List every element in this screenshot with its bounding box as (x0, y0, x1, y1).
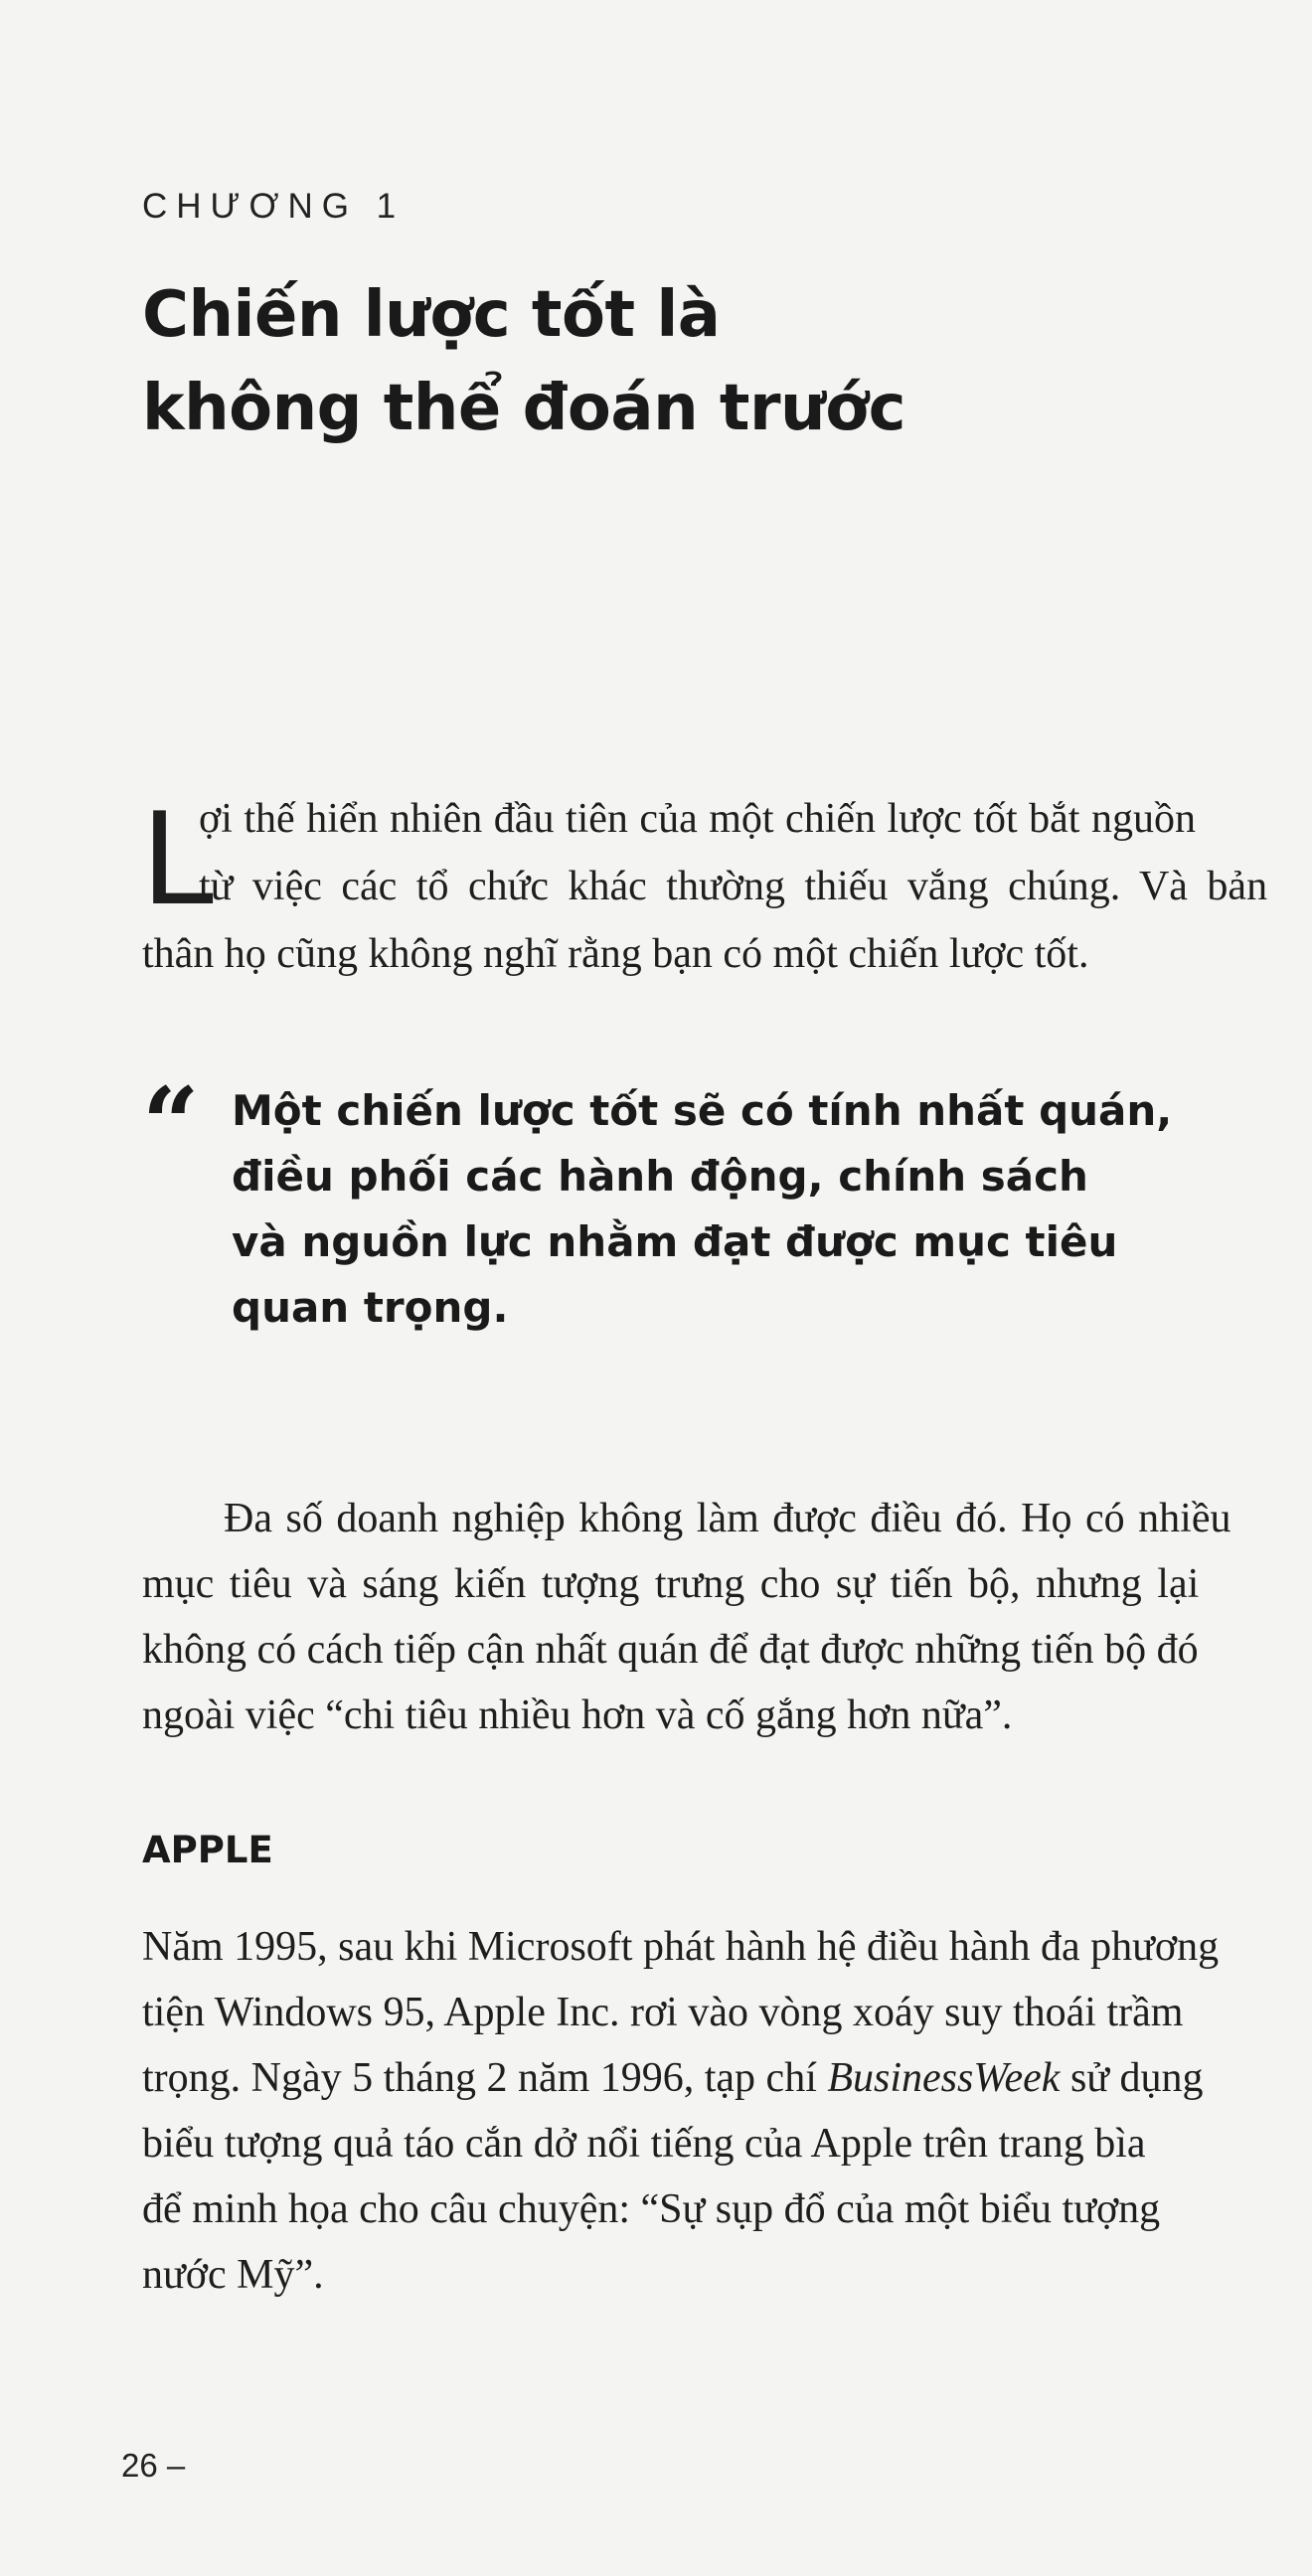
pull-quote-line-3: và nguồn lực nhằm đạt được mục tiêu (232, 1217, 1118, 1266)
paragraph-2-line-1: Năm 1995, sau khi Microsoft phát hành hệ điều hành đa phương (142, 1924, 1220, 1970)
page-number: 26 – (121, 2447, 186, 2484)
chapter-title-line-2: không thể đoán trước (142, 372, 906, 445)
pull-quote-line-2: điều phối các hành động, chính sách (232, 1152, 1088, 1201)
paragraph-2-line-3 (142, 2045, 1204, 2111)
section-heading: APPLE (142, 1829, 273, 1871)
drop-cap: L (142, 781, 218, 932)
intro-line-1: ợi thế hiển nhiên đầu tiên của một chiến lược tốt bắt nguồn (199, 796, 1196, 842)
quote-mark-icon: “ (142, 1065, 200, 1183)
paragraph-1-line-1: Đa số doanh nghiệp không làm được điều đó. Họ có nhiều (224, 1496, 1231, 1541)
paragraph-1-line-4: ngoài việc “chi tiêu nhiều hơn và cố gắng hơn nữa”. (142, 1692, 1013, 1738)
pull-quote-text (232, 1078, 1172, 1341)
paragraph-2-line-5: để minh họa cho câu chuyện: “Sự sụp đổ của một biểu tượng (142, 2186, 1161, 2232)
paragraph-2-line-3-end: sử dụng (1060, 2055, 1204, 2101)
pull-quote-line-4: quan trọng. (232, 1283, 509, 1332)
paragraph-2-line-6: nước Mỹ”. (142, 2252, 324, 2298)
paragraph-2-line-3-start: trọng. Ngày 5 tháng 2 năm 1996, tạp chí (142, 2055, 828, 2101)
body-paragraph-2 (142, 1914, 1220, 2308)
pull-quote-line-1: Một chiến lược tốt sẽ có tính nhất quán, (232, 1086, 1173, 1135)
intro-line-3: thân họ cũng không nghĩ rằng bạn có một chiến lược tốt. (142, 931, 1089, 977)
paragraph-2-line-4: biểu tượng quả táo cắn dở nổi tiếng của Apple trên trang bìa (142, 2121, 1146, 2167)
body-paragraph-1 (142, 1486, 1231, 1748)
paragraph-1-line-3: không có cách tiếp cận nhất quán để đạt được những tiến bộ đó (142, 1627, 1199, 1673)
paragraph-2-line-2: tiện Windows 95, Apple Inc. rơi vào vòng xoáy suy thoái trầm (142, 1990, 1184, 2035)
paragraph-1-line-2: mục tiêu và sáng kiến tượng trưng cho sự tiến bộ, nhưng lại (142, 1561, 1200, 1607)
magazine-title: BusinessWeek (827, 2055, 1061, 2101)
chapter-label: CHƯƠNG 1 (142, 187, 406, 226)
chapter-title (142, 268, 1186, 455)
chapter-title-line-1: Chiến lược tốt là (142, 278, 721, 352)
intro-line-2: từ việc các tổ chức khác thường thiếu vắng chúng. Và bản (199, 864, 1268, 909)
